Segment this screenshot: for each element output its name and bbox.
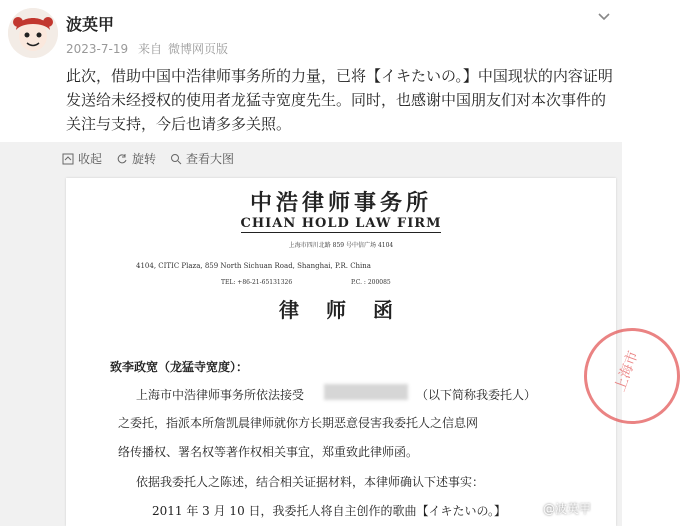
collect-button[interactable] [62, 150, 102, 167]
letter-line-4: 依据我委托人之陈述，结合相关证据材料，本律师确认下述事实： [136, 475, 485, 489]
watermark-text: @波英甲 [543, 502, 592, 516]
view-original-label: 查看大图 [186, 152, 235, 166]
letter-line-5: 2011 年 3 月 10 日，我委托人将自主创作的歌曲【イキたいの。】 [152, 504, 507, 518]
author-name[interactable]: 波英甲 [66, 15, 115, 34]
post-meta [66, 40, 234, 57]
letter-line-1b: （以下简称我委托人） [416, 388, 537, 402]
seal-text: 上海市 [612, 348, 642, 394]
post-text: 此次，借助中国中浩律师事务所的力量，已将【イキたいの。】中国现状的内容证明发送给未经授权的使用者龙猛寺宽度先生。同时，也感谢中国朋友们对本次事件的关注与支持，今后也请多多关照。 [66, 67, 613, 133]
rotate-icon [116, 153, 128, 165]
avatar[interactable] [8, 8, 58, 58]
magnify-icon [170, 153, 182, 165]
firm-address-cn: 上海市四川北路 859 号中信广场 4104 [288, 242, 394, 249]
rotate-label: 旋转 [132, 152, 157, 166]
redacted-name [324, 384, 408, 400]
firm-name-cn: 中浩律师事务所 [249, 190, 432, 216]
letter-line-1a: 上海市中浩律师事务所依法接受 [136, 388, 305, 402]
firm-address-en: 4104, CITIC Plaza, 859 North Sichuan Road, Shanghai, P.R. China [136, 262, 371, 270]
firm-name-en-text: CHIAN HOLD LAW FIRM [240, 216, 442, 231]
source-name[interactable]: 微博网页版 [167, 42, 228, 56]
collapse-icon [62, 153, 74, 165]
letter-title: 律 师 函 [279, 298, 403, 322]
chevron-down-icon[interactable] [596, 8, 612, 24]
firm-name-en [66, 216, 616, 231]
view-original-button[interactable] [170, 150, 234, 167]
letter-line-3: 络传播权、署名权等著作权相关事宜，郑重致此律师函。 [118, 445, 419, 459]
weibo-logo-icon [528, 503, 540, 515]
source-prefix: 来自 [137, 42, 162, 56]
official-seal [584, 328, 680, 424]
lawyer-letter-image[interactable] [66, 178, 642, 526]
image-toolbar [62, 150, 234, 167]
letter-salutation: 致李政宽（龙猛寺宽度）： [110, 360, 249, 374]
collect-label: 收起 [78, 152, 103, 166]
firm-tel: TEL: +86-21-65131326 [221, 279, 293, 286]
letter-line-2: 之委托，指派本所詹凯晨律师就你方长期恶意侵害我委托人之信息网 [118, 416, 479, 430]
avatar-illustration [8, 8, 58, 58]
rotate-button[interactable] [116, 150, 156, 167]
watermark [528, 500, 591, 517]
post-date[interactable]: 2023-7-19 [66, 42, 129, 56]
firm-postcode: P.C. : 200085 [351, 279, 391, 286]
